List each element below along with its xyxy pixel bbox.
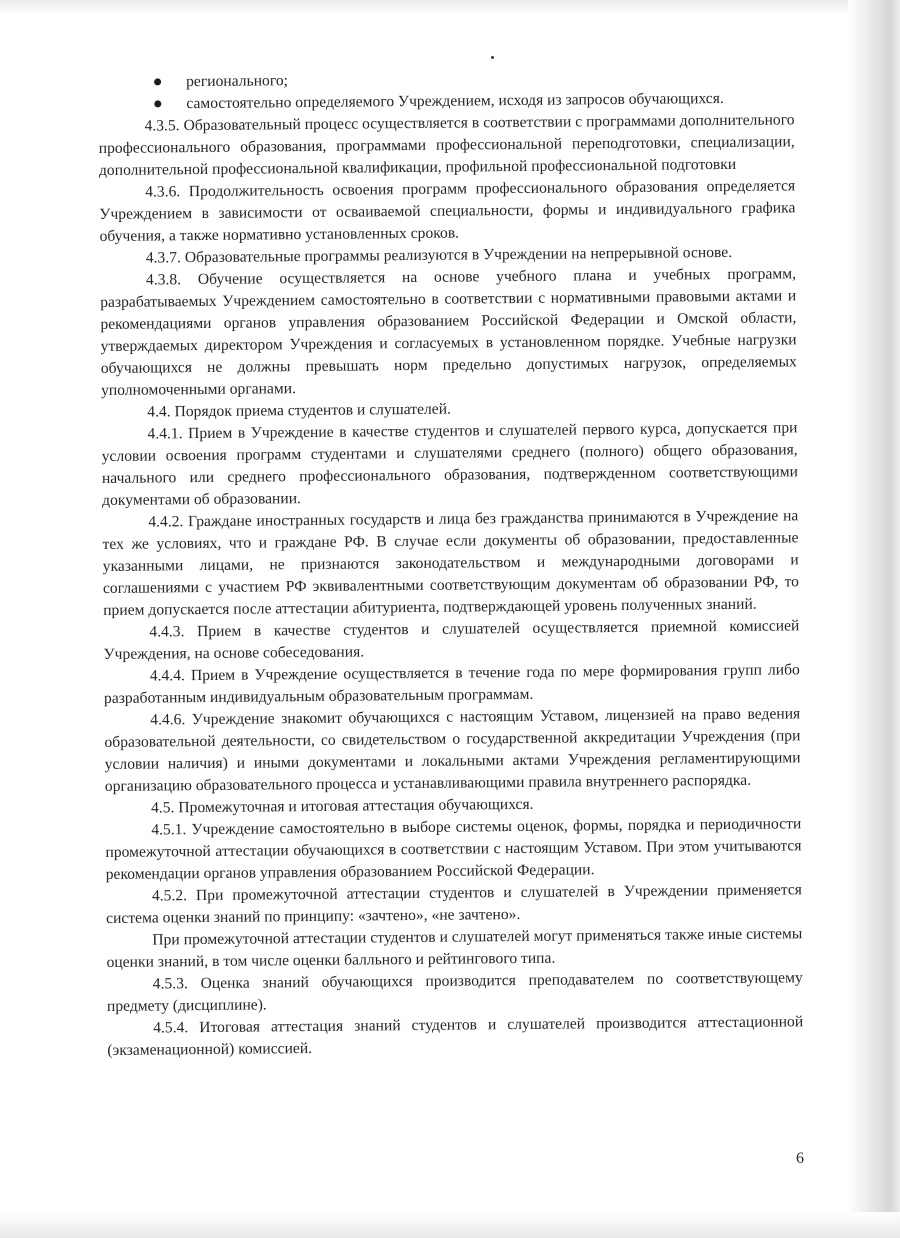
section-heading-4-4: 4.4. Порядок приема студентов и слушателей. <box>147 400 452 421</box>
scan-edge-right <box>848 0 900 1238</box>
clause-4-3-8: 4.3.8. Обучение осуществляется на основе учебного плана и учебных программ, разрабатываемых Учреждением самостоятельно в соответствии с нормативными правовыми актами и рекомендациями органов управления образованием Российской Федерации и Омской области, утверждаемых директором Учреждения и согласуемых в установленном порядке. Учебные нагрузки обучающихся не должны превышать норм предельно допустимых нагрузок, определяемых уполномоченными органами. <box>100 265 797 399</box>
bullet-icon <box>154 100 161 107</box>
document-body <box>98 65 803 1062</box>
clause-4-4-6: 4.4.6. Учреждение знакомит обучающихся с настоящим Уставом, лицензией на право ведения образовательной деятельности, со свидетельством о государственной аккредитации Учреждения (при условии наличия) и иными документами и локальными актами Учреждения регламентирующими организацию образовательного процесса и устанавливающими правила внутреннего распорядка. <box>104 705 801 795</box>
scan-edge-bottom <box>0 1212 900 1238</box>
clause-4-3-5: 4.3.5. Образовательный процесс осуществляется в соответствии с программами дополнительного профессионального образования, программами профессиональной переподготовки, специализации, дополнительной профессиональной квалификации, профильной профессиональной подготовки <box>98 111 795 179</box>
clause-4-3-7: 4.3.7. Образовательные программы реализуются в Учреждении на непрерывной основе. <box>145 243 733 267</box>
scan-speck <box>491 56 494 59</box>
clause-4-5-4: 4.5.4. Итоговая аттестация знаний студентов и слушателей производится аттестационной (экзаменационной) комиссией. <box>107 1013 804 1059</box>
clause-4-5-2: 4.5.2. При промежуточной аттестации студентов и слушателей в Учреждении применяется система оценки знаний по принципу: «зачтено», «не зачтено». <box>106 881 802 927</box>
bullet-icon <box>154 78 161 85</box>
clause-4-3-6: 4.3.6. Продолжительность освоения программ профессионального образования определяется Учреждением в зависимости от осваиваемой специальности, формы и индивидуального графика обучения, а также нормативно установленных сроков. <box>99 177 796 245</box>
clause-4-4-1: 4.4.1. Прием в Учреждение в качестве студентов и слушателей первого курса, допускается при условии освоения программ студентами и слушателями среднего (полного) общего образования, начального или среднего профессионального образования, подтвержденном соответствующими документами об образовании. <box>101 419 798 509</box>
clause-4-4-2: 4.4.2. Граждане иностранных государств и лица без гражданства принимаются в Учреждение на тех же условиях, что и граждане РФ. В случае если документы об образовании, предоставленные указанными лицами, не признаются законодательством и международными договорами и соглашениями с участием РФ эквивалентными соответствующим документам об образовании РФ, то прием допускается после аттестации абитуриента, подтверждающей уровень полученных знаний. <box>102 507 800 619</box>
page-number: 6 <box>796 1150 804 1167</box>
bullet-text: самостоятельно определяемого Учреждением, исходя из запросов обучающихся. <box>186 89 724 113</box>
scan-edge-top <box>0 0 900 14</box>
clause-4-5-3: 4.5.3. Оценка знаний обучающихся производится преподавателем по соответствующему предмету (дисциплине). <box>106 969 803 1015</box>
clause-4-5-1: 4.5.1. Учреждение самостоятельно в выборе системы оценок, формы, порядка и периодичности промежуточной аттестации обучающихся в соответствии с настоящим Уставом. При этом учитываются рекомендации органов управления образованием Российской Федерации. <box>105 815 802 883</box>
bullet-text: регионального; <box>186 72 289 91</box>
bullet-list <box>98 65 794 116</box>
clause-4-4-3: 4.4.3. Прием в качестве студентов и слушателей осуществляется приемной комиссией Учреждения, на основе собеседования. <box>103 617 800 663</box>
clause-4-4-4: 4.4.4. Прием в Учреждение осуществляется в течение года по мере формирования групп либо разработанным индивидуальным образовательным программам. <box>103 661 800 707</box>
clause-4-5-2-continued: При промежуточной аттестации студентов и слушателей могут применяться также иные системы оценки знаний, в том числе оценки балльного и рейтингового типа. <box>106 925 803 971</box>
section-heading-4-5: 4.5. Промежуточная и итоговая аттестация обучающихся. <box>150 795 534 817</box>
